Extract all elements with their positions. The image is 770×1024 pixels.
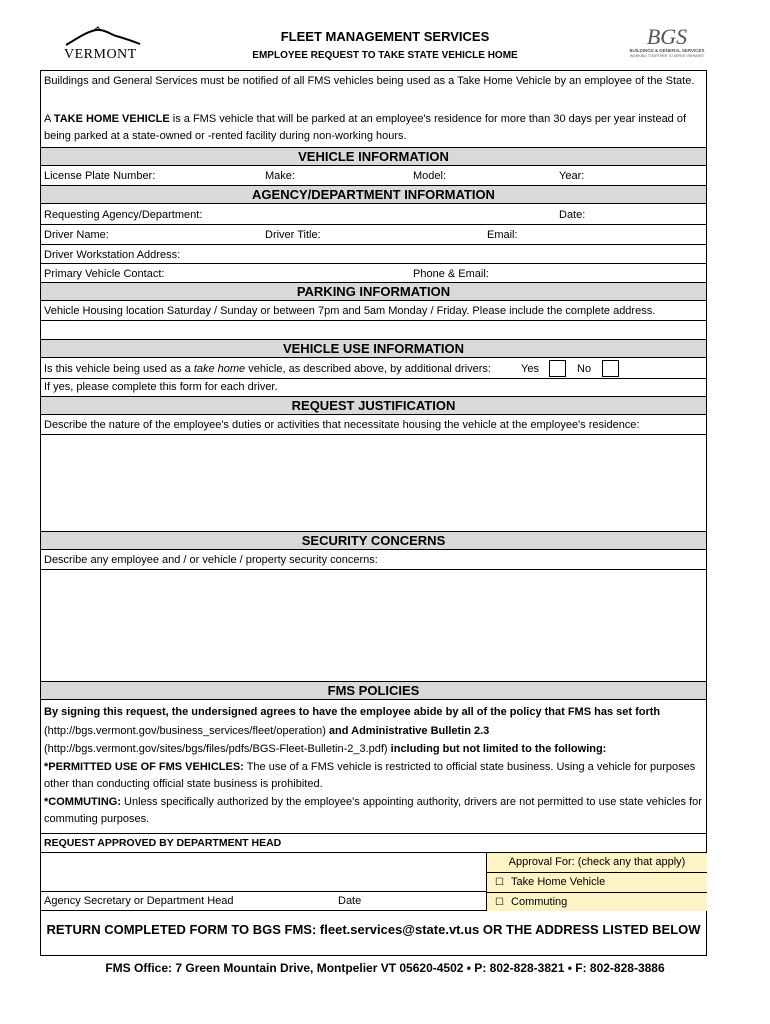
additional-drivers-note-row: [41, 379, 706, 396]
intro-paragraph-2: A TAKE HOME VEHICLE is a FMS vehicle that will be parked at an employee's residence for more than 30 days per year instead of being parked at a state-owned or -rented facility during non-working hours.: [44, 113, 687, 142]
commuting-option[interactable]: ☐ Commuting: [495, 896, 568, 908]
driver-name-label: Driver Name:: [44, 229, 109, 241]
signer-label: Agency Secretary or Department Head: [44, 895, 234, 907]
parking-description-row: [41, 302, 706, 321]
email-label: Email:: [487, 229, 518, 241]
additional-drivers-note: If yes, please complete this form for each driver.: [44, 381, 278, 393]
policies-line-1: By signing this request, the undersigned agrees to have the employee abide by all of the policy that FMS has set forth: [44, 706, 661, 718]
signature-field[interactable]: [41, 853, 486, 892]
bulletin-link[interactable]: (http://bgs.vermont.gov/sites/bgs/files/pdfs/BGS-Fleet-Bulletin-2_3.pdf): [44, 743, 388, 755]
section-fms-policies: FMS POLICIES: [41, 681, 706, 700]
section-agency-information: AGENCY/DEPARTMENT INFORMATION: [41, 185, 706, 204]
vermont-logo: [64, 26, 142, 62]
approval-for-box: [486, 853, 707, 911]
commuting-checkbox[interactable]: ☐: [495, 897, 504, 908]
workstation-label: Driver Workstation Address:: [44, 249, 181, 261]
policies-text: [41, 701, 706, 834]
policies-line-2: (http://bgs.vermont.gov/business_services/fleet/operation) and Administrative Bulletin 2.3: [44, 724, 490, 737]
bgs-logo: [628, 26, 706, 66]
additional-drivers-row: [41, 359, 706, 379]
section-request-justification: REQUEST JUSTIFICATION: [41, 396, 706, 415]
policies-line-3: (http://bgs.vermont.gov/sites/bgs/files/pdfs/BGS-Fleet-Bulletin-2_3.pdf) including but not limited to the following:: [44, 743, 607, 755]
justification-prompt-row: [41, 416, 706, 435]
workstation-row: [41, 245, 706, 264]
request-form: [40, 70, 707, 956]
commuting-policy: *COMMUTING: Unless specifically authorized by the employee's appointing authority, drivers are not permitted to use state vehicles for commuting purposes.: [44, 795, 702, 825]
year-label: Year:: [559, 170, 585, 182]
phone-email-label: Phone & Email:: [413, 268, 489, 280]
section-vehicle-information: VEHICLE INFORMATION: [41, 147, 706, 166]
driver-row: [41, 225, 706, 245]
mountain-icon: [64, 26, 142, 46]
yes-label: Yes: [521, 363, 539, 375]
fleet-operation-link[interactable]: (http://bgs.vermont.gov/business_services/fleet/operation): [44, 724, 326, 737]
section-security-concerns: SECURITY CONCERNS: [41, 531, 706, 550]
page-subtitle: EMPLOYEE REQUEST TO TAKE STATE VEHICLE HOME: [252, 50, 518, 61]
model-label: Model:: [413, 170, 447, 182]
signature-date-label: Date: [338, 895, 362, 907]
intro-paragraph-1: Buildings and General Services must be notified of all FMS vehicles being used as a Take Home Vehicle by an employee of the State.: [44, 75, 695, 87]
vehicle-info-row: [41, 167, 706, 186]
justification-prompt: Describe the nature of the employee's duties or activities that necessitate housing the vehicle at the employee's residence:: [44, 419, 640, 431]
approval-signature-area: [41, 853, 706, 911]
take-home-option[interactable]: ☐ Take Home Vehicle: [487, 873, 707, 893]
make-label: Make:: [265, 170, 295, 182]
requesting-agency-row: [41, 205, 706, 225]
primary-contact-row: [41, 264, 706, 283]
security-prompt: Describe any employee and / or vehicle / property security concerns:: [44, 554, 378, 566]
license-plate-label: License Plate Number:: [44, 170, 156, 182]
section-parking-information: PARKING INFORMATION: [41, 282, 706, 301]
additional-drivers-question: Is this vehicle being used as a take home vehicle, as described above, by additional drivers:: [44, 363, 491, 375]
page-title: FLEET MANAGEMENT SERVICES: [280, 29, 490, 44]
parking-address-field[interactable]: [41, 321, 706, 340]
office-footer: FMS Office: 7 Green Mountain Drive, Montpelier VT 05620-4502 • P: 802-828-3821 • F: 802-828-3886: [105, 961, 665, 975]
yes-checkbox[interactable]: [549, 360, 566, 377]
requesting-agency-label: Requesting Agency/Department:: [44, 209, 203, 221]
security-text-area[interactable]: [41, 570, 706, 681]
primary-contact-label: Primary Vehicle Contact:: [44, 268, 165, 280]
justification-text-area[interactable]: [41, 435, 706, 531]
parking-description: Vehicle Housing location Saturday / Sunday or between 7pm and 5am Monday / Friday. Please include the complete address.: [44, 305, 656, 317]
bgs-name: BUILDINGS & GENERAL SERVICES: [629, 48, 705, 53]
date-label: Date:: [559, 209, 586, 221]
driver-title-label: Driver Title:: [265, 229, 321, 241]
take-home-checkbox[interactable]: ☐: [495, 877, 504, 888]
security-prompt-row: [41, 551, 706, 570]
approval-heading: REQUEST APPROVED BY DEPARTMENT HEAD: [44, 837, 282, 849]
bgs-tagline: WORKING TOGETHER TO SERVE VERMONT: [629, 54, 705, 58]
no-label: No: [577, 363, 592, 375]
permitted-use-policy: *PERMITTED USE OF FMS VEHICLES: The use of a FMS vehicle is restricted to official state business. Using a vehicle for purposes other than conducting official state business is prohibited.: [44, 760, 696, 790]
no-checkbox[interactable]: [602, 360, 619, 377]
approval-for-label: Approval For: (check any that apply): [487, 853, 707, 873]
section-vehicle-use-information: VEHICLE USE INFORMATION: [41, 339, 706, 358]
vermont-wordmark: VERMONT: [64, 47, 137, 62]
bgs-monogram: BGS: [646, 24, 688, 49]
return-instructions: RETURN COMPLETED FORM TO BGS FMS: fleet.services@state.vt.us OR THE ADDRESS LISTED BELOW: [46, 922, 701, 937]
approval-heading-row: [41, 834, 706, 853]
